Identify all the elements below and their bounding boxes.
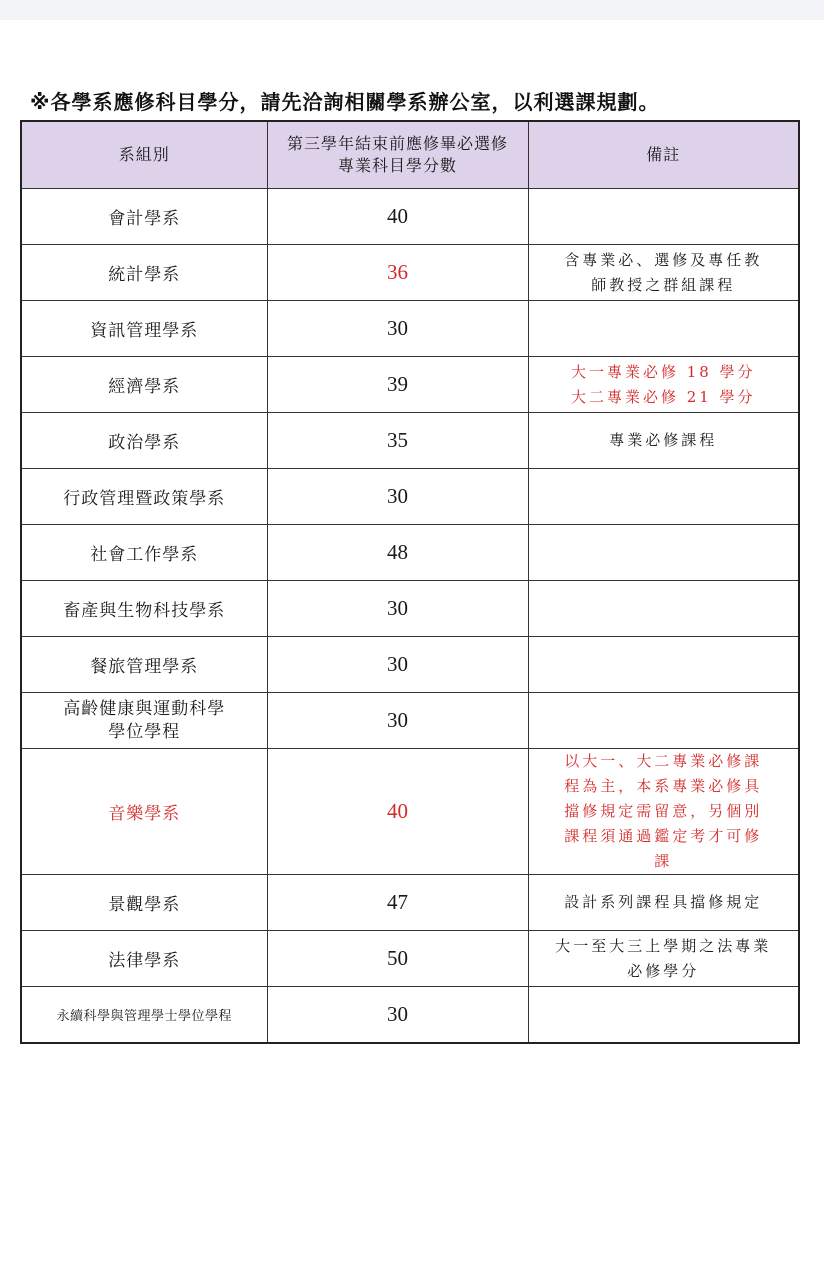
table-row: [21, 581, 799, 637]
credits-cell: 40: [267, 749, 528, 875]
note-line: 師教授之群組課程: [591, 275, 736, 294]
credits-cell: 30: [267, 581, 528, 637]
note-cell: [528, 413, 799, 469]
dept-cell: 音樂學系: [21, 749, 267, 875]
table-row: [21, 987, 799, 1044]
dept-line: 學位學程: [108, 721, 181, 742]
credits-cell: 39: [267, 357, 528, 413]
note-line: 擋修規定需留意，另個別: [564, 802, 763, 820]
top-strip: [0, 0, 824, 20]
credits-cell: 30: [267, 637, 528, 693]
table-row: [21, 931, 799, 987]
dept-cell: 資訊管理學系: [21, 301, 267, 357]
note-line: 含專業必、選修及專任教: [564, 250, 763, 269]
dept-cell: 統計學系: [21, 245, 267, 301]
note-cell: [528, 987, 799, 1044]
note-line: 必修學分: [627, 961, 700, 980]
dept-cell: 經濟學系: [21, 357, 267, 413]
header-credits-line2: 專業科目學分數: [337, 156, 457, 175]
header-dept: 系組別: [21, 121, 267, 189]
table-row: [21, 749, 799, 875]
note-cell: [528, 637, 799, 693]
table-body: [21, 189, 799, 1044]
dept-line: 高齡健康與運動科學: [63, 698, 226, 719]
header-note: 備註: [528, 121, 799, 189]
credits-cell: 30: [267, 987, 528, 1044]
note-cell: [528, 189, 799, 245]
table-row: [21, 413, 799, 469]
table-row: [21, 525, 799, 581]
table-row: [21, 245, 799, 301]
table-row: [21, 637, 799, 693]
credits-cell: 48: [267, 525, 528, 581]
dept-cell: 社會工作學系: [21, 525, 267, 581]
note-cell: [528, 581, 799, 637]
dept-cell: 永續科學與管理學士學位學程: [21, 987, 267, 1044]
note-cell: [528, 469, 799, 525]
dept-cell: 餐旅管理學系: [21, 637, 267, 693]
table-row: [21, 301, 799, 357]
table-row: [21, 357, 799, 413]
note-cell: [528, 357, 799, 413]
note-cell: [528, 931, 799, 987]
note-line: 專業必修課程: [609, 431, 718, 449]
credits-cell: 50: [267, 931, 528, 987]
note-cell: [528, 693, 799, 749]
table-row: [21, 693, 799, 749]
notice-heading: ※各學系應修科目學分，請先洽詢相關學系辦公室，以利選課規劃。: [30, 90, 660, 114]
credits-cell: 47: [267, 875, 528, 931]
header-credits: [267, 121, 528, 189]
table-header-row: [21, 121, 799, 189]
dept-cell: 政治學系: [21, 413, 267, 469]
dept-cell: 會計學系: [21, 189, 267, 245]
table-row: [21, 189, 799, 245]
credits-cell: 30: [267, 469, 528, 525]
note-cell: [528, 301, 799, 357]
credits-cell: 30: [267, 693, 528, 749]
dept-cell: 行政管理暨政策學系: [21, 469, 267, 525]
dept-cell: 畜產與生物科技學系: [21, 581, 267, 637]
credit-requirements-table: [20, 120, 800, 1044]
credits-cell: 36: [267, 245, 528, 301]
note-cell: [528, 749, 799, 875]
table-row: [21, 469, 799, 525]
note-cell: [528, 245, 799, 301]
note-line: 大二專業必修 21 學分: [570, 387, 756, 406]
credits-cell: 35: [267, 413, 528, 469]
note-line: 課程須通過鑑定考才可修: [564, 827, 763, 845]
table-row: [21, 875, 799, 931]
note-line: 程為主，本系專業必修具: [564, 777, 763, 795]
dept-cell: 法律學系: [21, 931, 267, 987]
note-line: 課: [654, 852, 673, 870]
note-line: 大一專業必修 18 學分: [570, 362, 756, 381]
dept-cell: [21, 693, 267, 749]
header-credits-line1: 第三學年結束前應修畢必選修: [286, 134, 508, 153]
note-line: 以大一、大二專業必修課: [564, 752, 763, 770]
credits-cell: 40: [267, 189, 528, 245]
note-cell: [528, 525, 799, 581]
note-line: 大一至大三上學期之法專業: [555, 936, 772, 955]
credits-cell: 30: [267, 301, 528, 357]
dept-cell: 景觀學系: [21, 875, 267, 931]
note-line: 設計系列課程具擋修規定: [564, 893, 763, 911]
note-cell: [528, 875, 799, 931]
